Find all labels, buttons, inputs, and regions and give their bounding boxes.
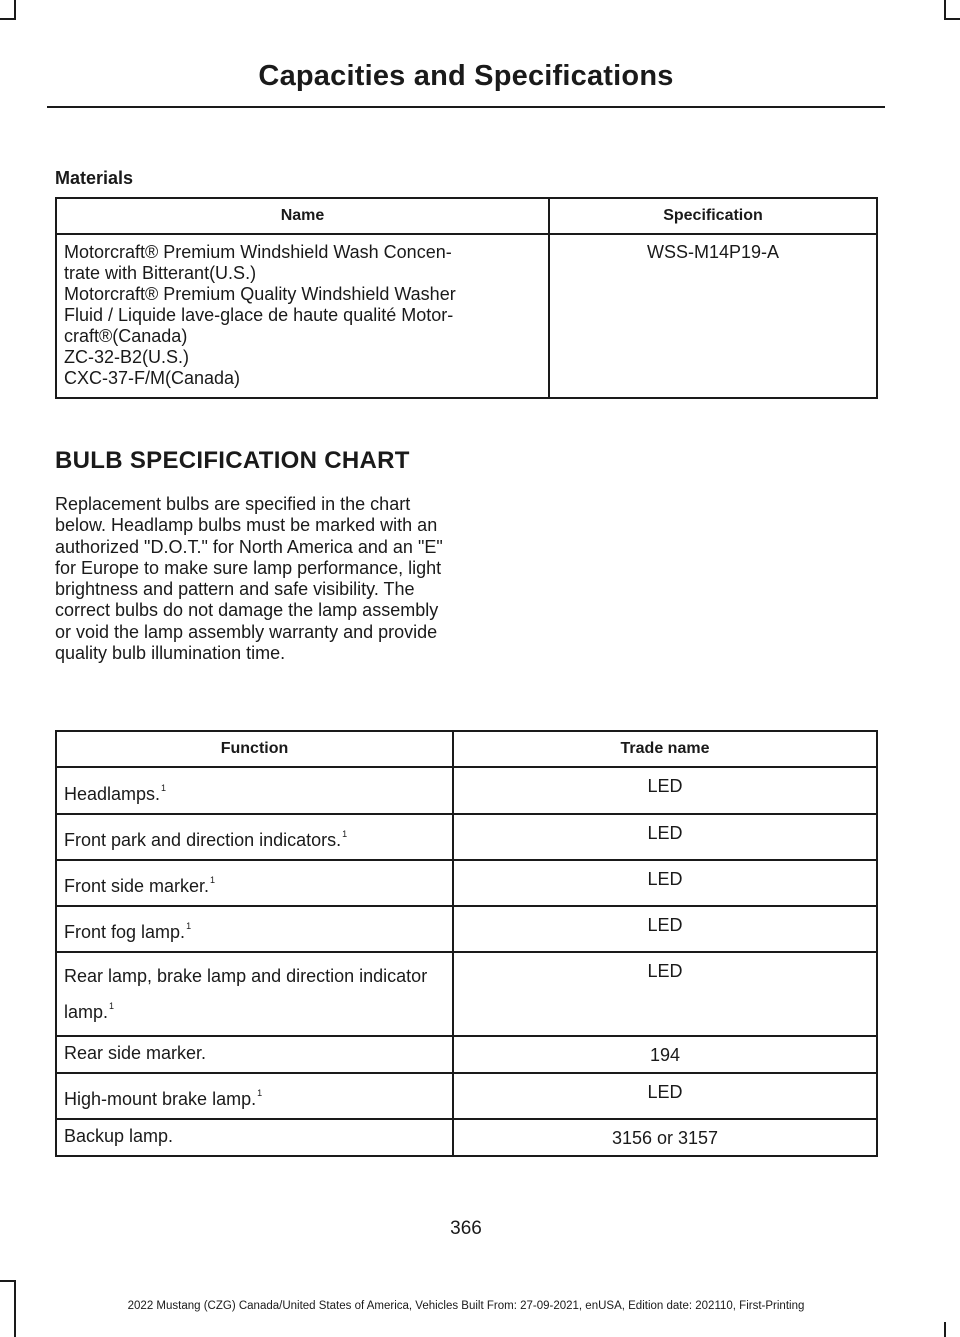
footnote-marker: 1 [186,921,192,931]
intro-paragraph: Replacement bulbs are specified in the chart below. Headlamp bulbs must be marked with an authorized "D.O.T." for North America and an "E" for Europe to make sure lamp performance, light brightness and pattern and safe visibility. The correct bulbs do not damage the lamp assembly or void the lamp assembly warranty and provide quality bulb illumination time. [55,494,443,664]
function-text: Rear side marker. [64,1043,207,1063]
trade-name-cell: LED [453,952,877,1036]
header-rule [47,106,885,108]
crop-mark-top-right [944,18,960,20]
footnote-marker: 1 [161,783,167,793]
function-cell [56,767,453,814]
material-name-line: Motorcraft® Premium Windshield Wash Concen- [64,242,452,262]
footnote-marker: 1 [109,1001,115,1011]
table-header-row [56,731,877,767]
table-row [56,860,877,906]
function-text: High-mount brake lamp. [64,1089,257,1109]
trade-name-cell: LED [453,860,877,906]
trade-name-cell: 3156 or 3157 [453,1119,877,1156]
material-name-line: Fluid / Liquide lave-glace de haute qualité Motor- [64,305,454,325]
crop-mark-top-right [944,0,946,20]
function-cell [56,1036,453,1073]
footnote-marker: 1 [257,1088,263,1098]
table-row [56,1073,877,1119]
trade-name-cell: LED [453,906,877,952]
trade-name-cell: LED [453,767,877,814]
function-text: Rear lamp, brake lamp and direction indicator lamp. [64,966,428,1022]
section-title: BULB SPECIFICATION CHART [55,447,410,474]
table-row [56,1119,877,1156]
crop-mark-bottom-right [944,1322,946,1337]
materials-table [55,197,878,399]
function-cell [56,860,453,906]
function-cell [56,906,453,952]
trade-name-cell: LED [453,814,877,860]
footnote-marker: 1 [342,829,348,839]
page-footer: 2022 Mustang (CZG) Canada/United States of America, Vehicles Built From: 27-09-2021, enUSA, Edition date: 202110, First-Printing [127,1300,805,1312]
function-cell [56,952,453,1036]
crop-mark-top-left [0,18,16,20]
function-cell [56,1073,453,1119]
function-cell [56,814,453,860]
column-header-function: Function [56,731,453,767]
page-header-title: Capacities and Specifications [258,60,674,92]
material-name-line: ZC-32-B2(U.S.) [64,347,190,367]
bulb-table [55,730,878,1157]
material-specification-cell: WSS-M14P19-A [549,234,877,398]
footnote-marker: 1 [210,875,216,885]
material-name-line: CXC-37-F/M(Canada) [64,368,241,388]
trade-name-cell: LED [453,1073,877,1119]
table-header-row [56,198,877,234]
function-text: Front park and direction indicators. [64,830,342,850]
crop-mark-top-left [14,0,16,20]
function-text: Headlamps. [64,784,161,804]
crop-mark-bottom-left [0,1280,16,1282]
column-header-name: Name [56,198,549,234]
column-header-trade-name: Trade name [453,731,877,767]
material-name-cell [56,234,549,398]
material-name-line: trate with Bitterant(U.S.) [64,263,257,283]
page-number: 366 [450,1218,482,1239]
table-row [56,234,877,398]
materials-heading: Materials [55,168,134,188]
table-row [56,767,877,814]
material-name-line: Motorcraft® Premium Quality Windshield Washer [64,284,456,304]
function-cell [56,1119,453,1156]
column-header-specification: Specification [549,198,877,234]
material-name-line: craft®(Canada) [64,326,188,346]
trade-name-cell: 194 [453,1036,877,1073]
table-row [56,952,877,1036]
table-row [56,906,877,952]
table-row [56,1036,877,1073]
function-text: Front side marker. [64,876,210,896]
function-text: Backup lamp. [64,1126,174,1146]
table-row [56,814,877,860]
function-text: Front fog lamp. [64,922,186,942]
